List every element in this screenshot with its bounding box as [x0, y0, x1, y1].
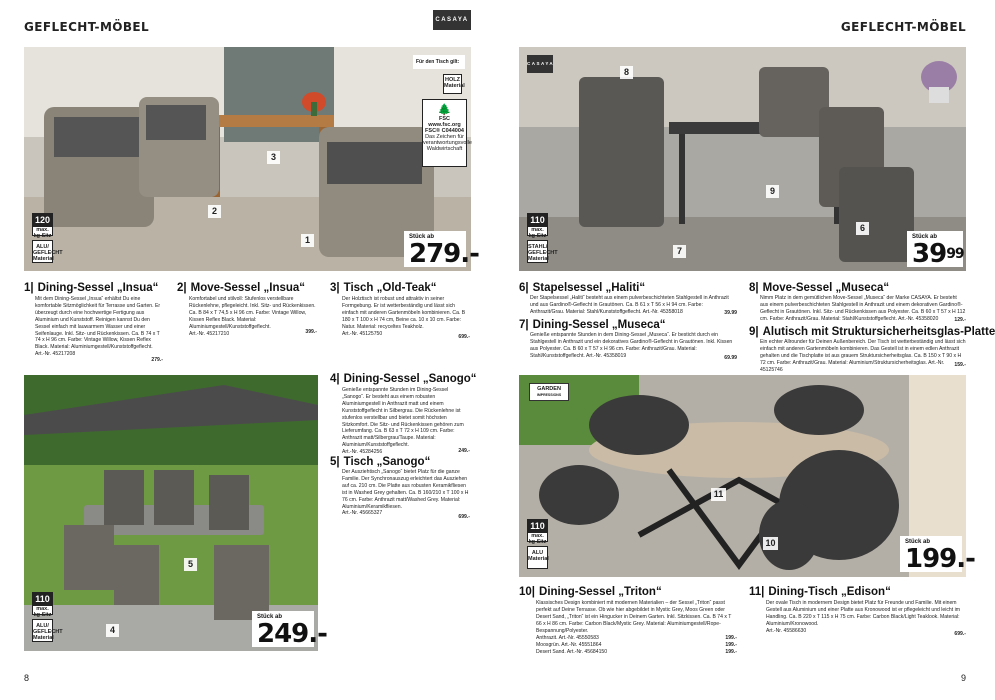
price-value: 199.- [905, 544, 975, 574]
holz-label: HOLZ [445, 77, 460, 83]
material-badge [527, 240, 558, 263]
label-3: 3 [267, 151, 280, 164]
product-6-heading: 6| Stapelsessel „Haliti“ [519, 282, 646, 294]
product-2-heading: 2| Move-Sessel „Insua“ [177, 282, 306, 294]
price-value: 279.- [409, 239, 479, 269]
product-3-text: Der Holztisch ist robust und attraktiv in seiner Formgebung. Er ist wetterbeständig und lässt sich einfach mit anderen Gartenmöbeln kombinieren. Ca. B 180 x T 100 x H 74 cm, Beine ca. 10 x 10 cm. Farbe: Natur. Material: recyceltes Teakholz. Art.-Nr. 45125750 699.- [342, 296, 470, 341]
material-badge [32, 240, 63, 263]
holz-sub: Material [444, 83, 465, 89]
material-sub: Material [528, 556, 549, 562]
weight-value: 110 [528, 520, 547, 533]
price-box-museca [907, 231, 963, 267]
right-section-title: GEFLECHT-MÖBEL [840, 20, 966, 34]
logo-line2: IMPRESSIONS [536, 393, 562, 397]
price-cents: 99 [946, 246, 964, 262]
label-5: 5 [184, 558, 197, 571]
product-1-heading: 1| Dining-Sessel „Insua“ [24, 282, 159, 294]
product-11-text: Der ovale Tisch in modernem Design bietet Platz für Freunde und Familie. Mit einem Gestell aus Aluminium und einer Platte aus Kronowood ist er pflegeleicht und leicht im Handling. Ca. B 220 x T 115 x H 75 cm. Farbe: Carbon Black/Light Teaklook. Material: Aluminium/Kronowood. Art.-Nr. 45586630 699.- [766, 600, 966, 638]
fsc-code: FSC® C044004 [425, 128, 464, 134]
weight-value: 110 [528, 214, 547, 227]
label-1: 1 [301, 234, 314, 247]
material-sub: Material [33, 635, 54, 641]
label-7: 7 [673, 245, 686, 258]
fsc-badge [422, 99, 472, 167]
photo-museca-set [519, 47, 966, 271]
label-11: 11 [711, 488, 726, 501]
photo-triton-set [519, 375, 975, 577]
product-8-heading: 8| Move-Sessel „Museca“ [749, 282, 890, 294]
label-6: 6 [856, 222, 869, 235]
label-9: 9 [766, 185, 779, 198]
photo-insua-set [24, 47, 479, 271]
weight-badge [527, 213, 548, 239]
logo-line1: GARDEN [537, 386, 561, 392]
product-10-heading: 10| Dining-Sessel „Triton“ [519, 586, 662, 598]
material-sub: Material [33, 256, 54, 262]
photo-sanogo-set [24, 375, 327, 651]
product-6-text: Der Stapelsessel „Haliti“ besteht aus einem pulverbeschichteten Stahlgestell in Anthrazit und aus Gardino®-Geflecht in Grautönen. Ca. B 61 x T 56 x H 94 cm. Farbe: Anthrazit/Grau. Material: Stahl/Kunststoffgeflecht. Art.-Nr. 45358018 39.99 [530, 295, 737, 317]
page-number-right: 9 [960, 673, 966, 683]
product-4-text: Genieße entspannte Stunden im Dining-Sessel „Sanogo“. Er besteht aus einem robusten Aluminiumgestell in Anthrazit matt und einem Kunststoffgeflecht in Silbergrau. Die Rückenlehne ist stufenlos verstellbar und bietet somit höchsten Sitzkomfort. Die Sitz- und Rückenkissen gehören zum Lieferumfang. Ca. B 63 x T 72 x H 109 cm. Farbe: Anthrazit matt/Silbergrau/Taupe. Material: Aluminium/Kunststoffgeflecht. Art.-Nr. 45284256 249.- [342, 387, 470, 456]
price-label: Stück ab [905, 539, 931, 545]
product-9-heading: 9| Alutisch mit Struktursicherheitsglas-Platte [749, 326, 995, 338]
weight-unit: max. kg Sitz [33, 606, 52, 618]
brand-logo: CASAYA [433, 10, 471, 30]
product-2-text: Komfortabel und stilvoll: Stufenlos verstellbare Rückenlehne, pflegeleicht. Inkl. Sitz- und Rückenkissen. Ca. B 84 x T 74,5 x H 96 cm. Farbe: Vintage Willow, Kissen Reflex Black. Material: Aluminiumgestell/Kunststoffgeflecht. Art.-Nr. 45217210 399.- [189, 296, 317, 337]
price-box-insua [404, 231, 479, 269]
weight-value: 120 [34, 215, 51, 225]
price-box-triton [900, 536, 975, 574]
product-7-text: Genieße entspannte Stunden in dem Dining-Sessel „Museca“. Er besticht durch ein Stahlgestell in Anthrazit und ein dekoratives Gardino®-Geflecht in Grautönen. Inkl. Kissen aus Polyester. Ca. B 60 x T 57 x H 96 cm. Farbe: Anthrazit/Grau. Material: Stahl/Kunststoffgeflecht. Art.-Nr. 45358019 69.99 [530, 332, 737, 362]
material-label: ALU/ GEFLECHT [33, 623, 63, 635]
product-1-text: Mit dem Dining-Sessel „Insua“ erhältst Du eine komfortable Sitzmöglichkeit für Terrasse und Garten. Er überzeugt durch eine hochwertige Fertigung aus Aluminium und Kunststoff. Reinigen kannst Du den Sessel einfach mit lauwarmem Wasser und einer Seifenlauge. Inkl. Sitz- und Rückenkissen. Ca. B 74 x T 74 x H 96 cm. Farbe: Vintage Willow, Kissen Reflex Black. Material: Aluminiumgestell/Kunststoffgeflecht. Art.-Nr. 45217208 279.- [35, 296, 163, 364]
photo-triton-image [519, 375, 975, 577]
casaya-logo: CASAYA [527, 55, 553, 73]
material-label: ALU [531, 550, 544, 556]
product-5-heading: 5| Tisch „Sanogo“ [330, 456, 431, 468]
price-value: 249.- [257, 619, 327, 649]
material-badge [527, 546, 548, 569]
fsc-text: Das Zeichen für verantwortungsvolle Waldwirtschaft [423, 134, 472, 152]
label-10: 10 [763, 537, 778, 550]
weight-value: 110 [33, 593, 52, 606]
label-4: 4 [106, 624, 119, 637]
fsc-site: www.fsc.org [428, 122, 461, 128]
product-7-heading: 7| Dining-Sessel „Museca“ [519, 319, 666, 331]
weight-badge [32, 592, 53, 618]
price-box-sanogo [252, 611, 327, 649]
photo-sanogo-image [24, 375, 327, 651]
price-label: Stück ab [409, 234, 435, 240]
photo-museca-image [519, 47, 966, 271]
garden-impressions-logo [529, 383, 569, 401]
product-9-text: Ein echter Allrounder für Deinen Außenbereich. Der Tisch ist wetterbeständig und lässt sich einfach mit anderen Gartenmöbeln kombinieren. Das Gestell ist in einem edlen Anthrazit gehalten und die Tischplatte ist aus grauem Struktursicherheitsglas. Ca. B 150 x T 90 x H 72 cm. Farbe: Anthrazit/Grau. Material: Aluminium/Struktursicherheitsglas. Art.-Nr. 45125746 159.- [760, 339, 966, 373]
product-3-heading: 3| Tisch „Old-Teak“ [330, 282, 437, 294]
product-5-text: Der Ausziehtisch „Sanogo“ bietet Platz für die ganze Familie. Der Synchronauszug erleichtert das Ausziehen auf ca. 210 cm. Die Platte aus robusten Keramikfliesen ist in Washed Grey gehalten. Ca. B 160/210 x T 100 x H 76 cm. Farbe: Anthrazit matt/Washed Grey. Material: Aluminium/Keramikfliesen. Art.-Nr. 45665327 699.- [342, 469, 470, 521]
table-tag: Für den Tisch gilt: [413, 55, 465, 69]
material-badge [32, 619, 63, 642]
material-sub: Material [528, 256, 549, 262]
page-number-left: 8 [24, 673, 30, 683]
material-label: STAHL/ GEFLECHT [528, 244, 558, 256]
weight-unit: max. kg Sitz [528, 533, 547, 545]
label-8: 8 [620, 66, 633, 79]
material-label: ALU/ GEFLECHT [33, 244, 63, 256]
weight-unit: max. kg Sitz [33, 227, 52, 239]
fsc-label: FSC [439, 116, 450, 122]
price-label: Stück ab [257, 614, 283, 620]
weight-badge [32, 213, 53, 239]
left-section-title: GEFLECHT-MÖBEL [24, 20, 150, 34]
price-label: Stück ab [912, 234, 938, 240]
weight-unit: max. kg Sitz [528, 227, 547, 239]
weight-badge [527, 519, 548, 545]
label-2: 2 [208, 205, 221, 218]
product-4-heading: 4| Dining-Sessel „Sanogo“ [330, 373, 477, 385]
product-11-heading: 11| Dining-Tisch „Edison“ [749, 586, 891, 598]
product-8-text: Nimm Platz in dem gemütlichen Move-Sessel „Museca“ der Marke CASAYA. Er besteht aus einem pulverbeschichteten Stahlgestell in Anthrazit und einem dekorativen Gardino®-Geflecht in Grautönen. Inkl. Sitz- und Rückenkissen aus Polyester. Ca. B 60 x T 57 x H 112 cm. Farbe: Anthrazit/Grau. Material: Stahl/Kunststoffgeflecht. Art.-Nr. 45358020 129.- [760, 295, 966, 324]
price-main: 39 [912, 239, 947, 269]
product-10-text: Klassisches Design kombiniert mit modernen Materialien – der Sessel „Triton“ passt perfekt auf Deine Terrasse. Ob wie hier abgebildet in Mystic Grey, Moos Green oder Desert Sand, „Triton“ ist ein Hingucker in Deinem Garten. Inkl. Sitzkissen. Ca. B 74 x T 66 x H 86 cm. Farbe: Carbon Black/Mystic Grey. Material: Aluminiumgestell/Rope-Bespannung/Polyester. Anthrazit. Art.-Nr. 45550583 199.- Moosgrün. Art.-Nr. 45551864 199.- Desert Sand. Art.-Nr. 45684150 199.- [536, 600, 737, 655]
fsc-tree-icon: 🌲 [437, 104, 452, 116]
holz-badge [443, 74, 465, 94]
